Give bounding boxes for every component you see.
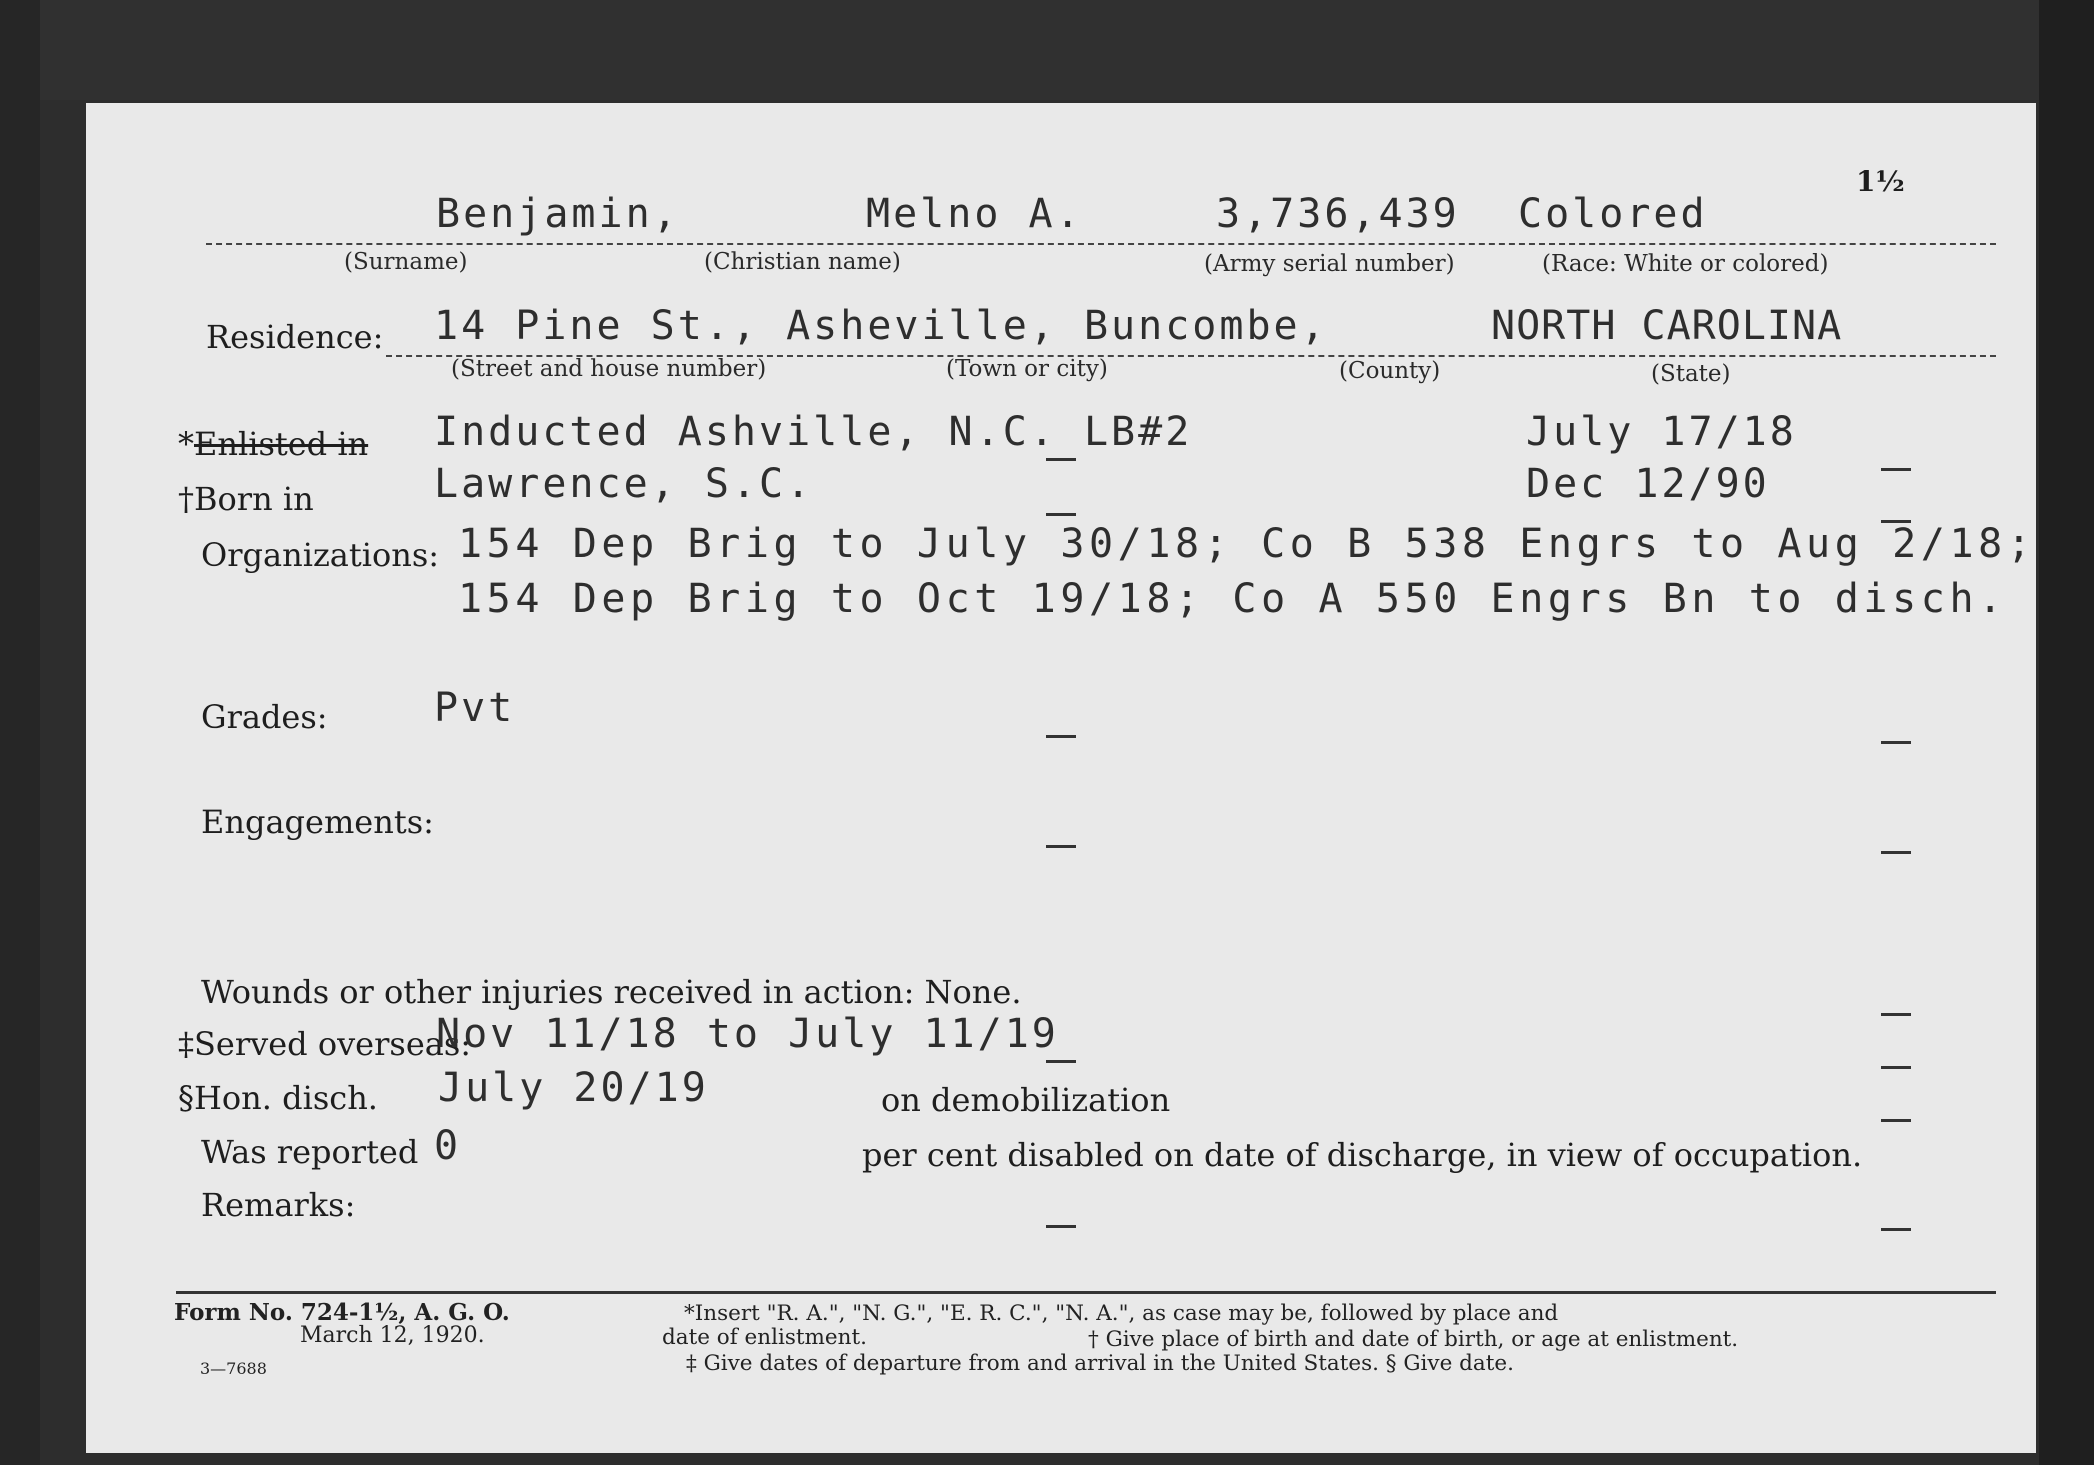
overseas-value: Nov 11/18 to July 11/19 xyxy=(436,1011,1059,1057)
county-caption: (County) xyxy=(1339,358,1441,384)
state-caption: (State) xyxy=(1651,361,1731,387)
born-tick xyxy=(1046,513,1076,516)
grades-tick xyxy=(1046,735,1076,738)
footer-note-1b: date of enlistment. xyxy=(662,1325,867,1350)
discharge-right-tick xyxy=(1881,1119,1911,1122)
overseas-tick xyxy=(1046,1060,1076,1063)
reported-note: per cent disabled on date of discharge, in view of occupation. xyxy=(862,1136,1863,1174)
scan-background-left xyxy=(0,0,40,1465)
overseas-label: ‡Served overseas: xyxy=(178,1025,472,1063)
footer-form-date: March 12, 1920. xyxy=(300,1323,485,1348)
grades-label: Grades: xyxy=(201,698,328,736)
engagements-label: Engagements: xyxy=(201,803,434,841)
born-date: Dec 12/90 xyxy=(1526,461,1770,507)
footer-rule xyxy=(176,1291,1996,1294)
organizations-line-1: 154 Dep Brig to July 30/18; Co B 538 Engrs to Aug 2/18; xyxy=(458,521,2036,567)
race-value: Colored xyxy=(1518,191,1708,237)
footer-note-1a: *Insert "R. A.", "N. G.", "E. R. C.", "N. A.", as case may be, followed by place and xyxy=(684,1301,1559,1326)
engagements-tick xyxy=(1046,845,1076,848)
born-value: Lawrence, S.C. xyxy=(434,461,814,507)
grades-right-tick xyxy=(1881,741,1911,744)
residence-label: Residence: xyxy=(206,318,384,356)
enlisted-label: Enlisted in xyxy=(194,425,369,463)
town-caption: (Town or city) xyxy=(946,356,1108,382)
christian-name-value: Melno A. xyxy=(866,191,1083,237)
race-caption: (Race: White or colored) xyxy=(1542,251,1829,277)
wounds-value: None. xyxy=(924,973,1022,1011)
christian-name-caption: (Christian name) xyxy=(704,249,901,275)
grades-value: Pvt xyxy=(434,685,516,731)
discharge-note: on demobilization xyxy=(881,1081,1171,1119)
reported-value: 0 xyxy=(434,1123,462,1169)
enlisted-tick xyxy=(1046,458,1076,461)
discharge-value: July 20/19 xyxy=(438,1065,709,1111)
surname-caption: (Surname) xyxy=(344,249,468,275)
wounds-right-tick xyxy=(1881,1013,1911,1016)
footer-print-code: 3—7688 xyxy=(200,1359,267,1378)
remarks-right-tick xyxy=(1881,1228,1911,1231)
state-value: NORTH CAROLINA xyxy=(1491,303,1843,349)
street-caption: (Street and house number) xyxy=(451,356,767,382)
surname-value: Benjamin, xyxy=(436,191,680,237)
service-record-card xyxy=(86,103,2036,1453)
organizations-label: Organizations: xyxy=(201,536,440,574)
footer-note-2: † Give place of birth and date of birth, or age at enlistment. xyxy=(1088,1327,1739,1352)
organizations-line-2: 154 Dep Brig to Oct 19/18; Co A 550 Engrs Bn to disch. xyxy=(458,576,2007,622)
residence-value: 14 Pine St., Asheville, Buncombe, xyxy=(434,303,1328,349)
serial-number-value: 3,736,439 xyxy=(1216,191,1460,237)
discharge-label: §Hon. disch. xyxy=(178,1079,378,1117)
serial-number-caption: (Army serial number) xyxy=(1204,251,1455,277)
remarks-label: Remarks: xyxy=(201,1186,356,1224)
footer-form-number: Form No. 724-1½, A. G. O. xyxy=(174,1299,510,1326)
form-fraction: 1½ xyxy=(1856,165,1905,198)
scan-background-top xyxy=(0,0,2094,100)
born-label: †Born in xyxy=(178,480,314,518)
name-row-line xyxy=(206,243,1996,245)
enlisted-right-tick xyxy=(1881,468,1911,471)
footer-note-3: ‡ Give dates of departure from and arrival in the United States. § Give date. xyxy=(686,1351,1514,1376)
scan-background-right xyxy=(2039,0,2094,1465)
engagements-right-tick xyxy=(1881,851,1911,854)
overseas-right-tick xyxy=(1881,1066,1911,1069)
enlisted-asterisk: * xyxy=(178,425,194,463)
enlisted-value: Inducted Ashville, N.C. LB#2 xyxy=(434,409,1193,455)
enlisted-date: July 17/18 xyxy=(1526,409,1797,455)
remarks-tick xyxy=(1046,1225,1076,1228)
reported-label: Was reported xyxy=(201,1133,419,1171)
wounds-label: Wounds or other injuries received in action: xyxy=(201,973,915,1011)
